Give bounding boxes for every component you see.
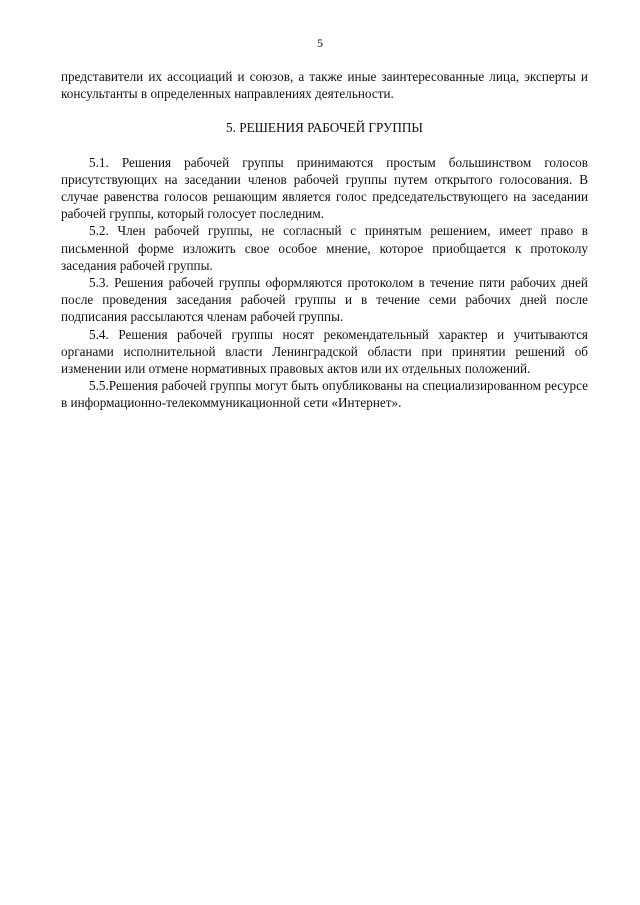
- continued-paragraph: представители их ассоциаций и союзов, а также иные заинтересованные лица, эксперты и консультанты в определенных направлениях деятельности.: [61, 69, 588, 102]
- paragraph-5-4: 5.4. Решения рабочей группы носят рекомендательный характер и учитываются органами исполнительной власти Ленинградской области при принятии решений об изменении или отмене нормативных правовых актов или их отдельных положений.: [61, 326, 588, 377]
- paragraph-5-5: 5.5.Решения рабочей группы могут быть опубликованы на специализированном ресурсе в информационно-телекоммуникационной сети «Интернет».: [61, 378, 588, 411]
- document-body: [61, 68, 588, 412]
- section-heading: 5. РЕШЕНИЯ РАБОЧЕЙ ГРУППЫ: [226, 120, 423, 136]
- paragraph-5-3: 5.3. Решения рабочей группы оформляются протоколом в течение пяти рабочих дней после проведения заседания рабочей группы и в течение семи рабочих дней после подписания рассылаются членам рабочей группы.: [61, 275, 588, 325]
- page-number: 5: [317, 36, 323, 50]
- paragraph-5-2: 5.2. Член рабочей группы, не согласный с принятым решением, имеет право в письменной форме изложить свое особое мнение, которое приобщается к протоколу заседания рабочей группы.: [61, 223, 588, 273]
- paragraph-5-1: 5.1. Решения рабочей группы принимаются простым большинством голосов присутствующих на заседании членов рабочей группы путем открытого голосования. В случае равенства голосов решающим является голос председательствующего на заседании рабочей группы, который голосует последним.: [61, 154, 588, 222]
